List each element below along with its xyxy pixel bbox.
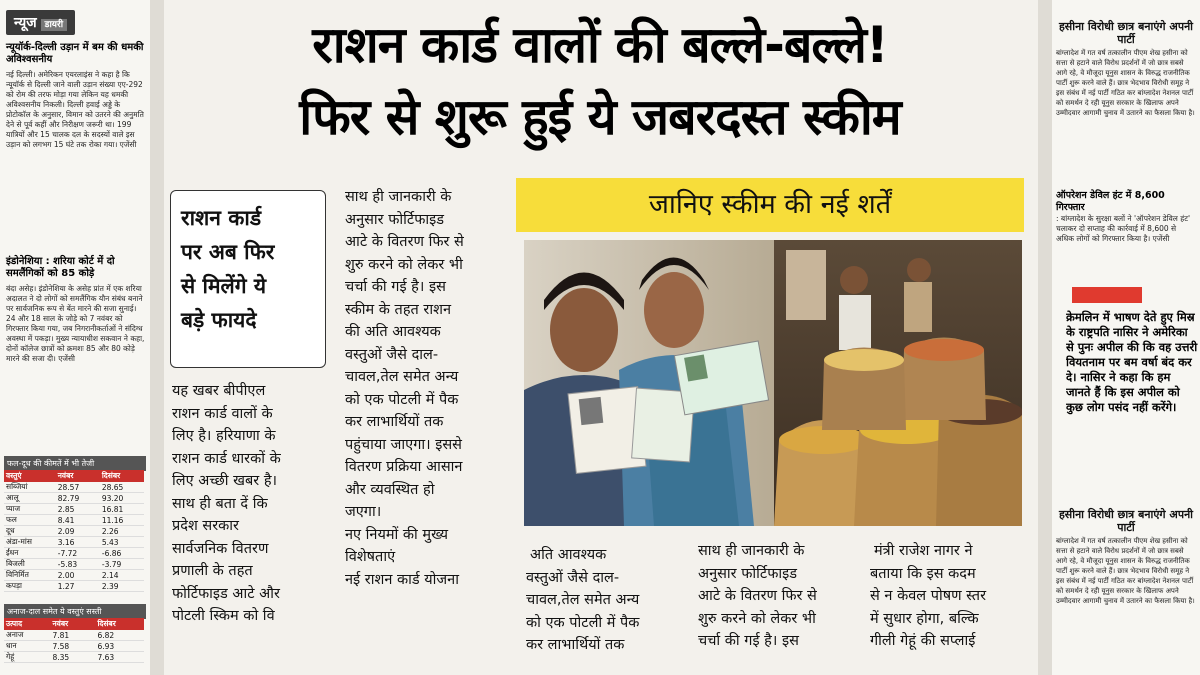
text-line: और व्यवस्थित हो xyxy=(345,481,435,498)
article-column3 xyxy=(526,544,691,657)
text-line: यह खबर बीपीएल xyxy=(172,383,266,399)
left-story2-body: बंदा असेह। इंडोनेशिया के असेह प्रांत में एक शरिया अदालत ने दो लोगों को समलैंगिक यौन संबंध बनाने पर सार्वजनिक रूप से बेंत मारने की सजा सुनाई। 24 और 18 साल के जोड़े को 7 नवंबर को गिरफ्तार किया गया, जब निगरानीकर्ताओं ने संदिग्ध अवस्था में पकड़ा। मुख्य न्यायाधीश सकवान ने कहा, दोनों कॉलेज छात्रों को क्रमशः 85 और 80 कोड़े मारने की सजा दी। एजेंसी xyxy=(6,284,145,363)
table-header: दिसंबर xyxy=(95,618,144,630)
text-line: को एक पोटली में पैक xyxy=(345,391,459,408)
text-line: प्रणाली के तहत xyxy=(172,563,253,579)
text-line: साथ ही जानकारी के xyxy=(698,543,805,559)
text-line: आटे के वितरण फिर से xyxy=(345,234,464,250)
price-table2-title: अनाज-दाल समेत ये वस्तुएं सस्ती xyxy=(4,604,146,619)
callout-box xyxy=(170,190,326,368)
right-story3: क्रेमलिन में भाषण देते हुए मिस्र के राष्ट्रपति नासिर ने अमेरिका से पुनः अपील की कि वह उत्तरी वियतनाम पर बम वर्षा बंद कर दे। नासिर ने कहा कि हम जानते हैं कि इस अपील को कुछ लोग पसंद नहीं करेंगे। xyxy=(1066,310,1198,414)
table-cell: 16.81 xyxy=(100,504,144,515)
table-cell: गेहूं xyxy=(4,652,50,663)
text-line: में सुधार होगा, बल्कि xyxy=(870,610,979,627)
table-cell: प्याज xyxy=(4,504,56,515)
table-cell: बिजली xyxy=(4,559,56,570)
text-line: वितरण प्रक्रिया आसान xyxy=(345,459,463,475)
text-line: बताया कि इस कदम xyxy=(870,565,976,582)
table-cell: 5.43 xyxy=(100,537,144,548)
right-story1-body: बांग्लादेश में गत वर्ष तत्कालीन पीएम शेख हसीना को सत्ता से हटाने वाले विरोध प्रदर्शनों में जो छात्र सबसे आगे रहे, वे मौजूदा यूनुस शासन के विरुद्ध राजनीतिक पार्टी शुरू करने वाले हैं। छात्र भेदभाव विरोधी समूह ने इस संबंध में नई पार्टी गठित कर बांग्लादेश नेशनल पार्टी को समर्थन दे रही यूनुस सरकार के खिलाफ अपने उम्मीदवार आगामी चुनाव में उतारने का फैसला किया है। xyxy=(1056,49,1195,117)
text-line: मंत्री राजेश नागर ने xyxy=(874,543,973,559)
right-sidebar xyxy=(1052,0,1200,675)
table-cell: अनाज xyxy=(4,630,50,641)
table-cell: 6.82 xyxy=(95,630,144,641)
table-cell: कपड़ा xyxy=(4,581,56,592)
table-cell: 1.27 xyxy=(56,581,100,592)
right-story1-headline: हसीना विरोधी छात्र बनाएंगे अपनी पार्टी xyxy=(1058,20,1194,46)
table-header: उत्पाद xyxy=(4,618,50,630)
left-story1-body: नई दिल्ली। अमेरिकन एयरलाइंस ने कहा है कि न्यूयॉर्क से दिल्ली जाने वाली उड़ान संख्या एए-292 को रोम की तरफ मोड़ा गया लेकिन यह धमकी अविश्वसनीय निकली। दिल्ली हवाई अड्डे के प्रोटोकॉल के अनुसार, विमान को उतरने की अनुमति देने से पूर्व कहीं और निरीक्षण जरूरी था। 199 यात्रियों और 15 चालक दल के सदस्यों वाले इस उड़ान को लगभग 15 घंटे तक रोका गया। एजेंसी xyxy=(6,70,144,149)
article-column1 xyxy=(172,380,332,628)
table-row xyxy=(4,641,144,652)
text-line: अति आवश्यक xyxy=(530,547,607,563)
text-line: प्रदेश सरकार xyxy=(172,518,239,534)
headline-line2: फिर से शुरू हुई ये जबरदस्त स्कीम xyxy=(299,88,901,146)
right-gutter xyxy=(1038,0,1052,675)
table-cell: 82.79 xyxy=(56,493,100,504)
article-column2 xyxy=(345,186,510,591)
table-cell: अंडा-मांस xyxy=(4,537,56,548)
text-line: साथ ही बता दें कि xyxy=(172,495,268,512)
text-line: नए नियमों की मुख्य xyxy=(345,526,448,543)
red-bar-marker xyxy=(1072,287,1142,303)
table-header: नवंबर xyxy=(50,618,95,630)
table-cell: -7.72 xyxy=(56,548,100,559)
text-line: पहुंचाया जाएगा। इससे xyxy=(345,436,462,453)
table-cell: धान xyxy=(4,641,50,652)
table-cell: 11.16 xyxy=(100,515,144,526)
table-cell: 28.65 xyxy=(100,482,144,493)
table-cell: 93.20 xyxy=(100,493,144,504)
table-cell: दूध xyxy=(4,526,56,537)
article-column4 xyxy=(698,540,863,653)
table-row xyxy=(4,581,144,592)
callout-line: बड़े फायदे xyxy=(181,308,257,332)
table-row xyxy=(4,559,144,570)
text-line: चावल,तेल समेत अन्य xyxy=(526,592,640,608)
table-cell: 2.00 xyxy=(56,570,100,581)
table-cell: 2.09 xyxy=(56,526,100,537)
price-table2 xyxy=(4,618,144,663)
text-line: चर्चा की गई है। इस xyxy=(698,633,799,649)
article-column5 xyxy=(870,540,1035,653)
text-line: लिए है। हरियाणा के xyxy=(172,428,276,444)
table-row xyxy=(4,504,144,515)
table-row xyxy=(4,482,144,493)
right-story4-headline: हसीना विरोधी छात्र बनाएंगे अपनी पार्टी xyxy=(1058,508,1194,534)
table-cell: 6.93 xyxy=(95,641,144,652)
table-row xyxy=(4,537,144,548)
table-header: दिसंबर xyxy=(100,470,144,482)
table-cell: 7.81 xyxy=(50,630,95,641)
left-gutter xyxy=(150,0,164,675)
table-cell: -3.79 xyxy=(100,559,144,570)
text-line: गीली गेहूं की सप्लाई xyxy=(870,633,976,649)
table-cell: सब्जियां xyxy=(4,482,56,493)
text-line: लिए अच्छी खबर है। xyxy=(172,473,278,489)
table-cell: -6.86 xyxy=(100,548,144,559)
left-story1-headline: न्यूयॉर्क-दिल्ली उड़ान में बम की धमकी अविश्वसनीय xyxy=(6,42,144,65)
text-line: राशन कार्ड धारकों के xyxy=(172,450,281,467)
text-line: स्कीम के तहत राशन xyxy=(345,301,451,318)
logo-sub: डायरी xyxy=(41,19,67,31)
table-cell: 7.58 xyxy=(50,641,95,652)
text-line: चावल,तेल समेत अन्य xyxy=(345,369,459,385)
left-story2-headline: इंडोनेशिया : शरिया कोर्ट में दो समलैंगिकों को 85 कोड़े xyxy=(6,256,115,279)
table-cell: 28.57 xyxy=(56,482,100,493)
right-story4-body: बांग्लादेश में गत वर्ष तत्कालीन पीएम शेख हसीना को सत्ता से हटाने वाले विरोध प्रदर्शनों में जो छात्र सबसे आगे रहे, वे मौजूदा यूनुस शासन के विरुद्ध राजनीतिक पार्टी शुरू करने वाले हैं। छात्र भेदभाव विरोधी समूह ने इस संबंध में नई पार्टी गठित कर बांग्लादेश नेशनल पार्टी को समर्थन दे रही यूनुस सरकार के खिलाफ अपने उम्मीदवार आगामी चुनाव में उतारने का फैसला किया है। xyxy=(1056,537,1195,605)
text-line: अनुसार फोर्टिफाइड xyxy=(698,565,798,582)
text-line: नई राशन कार्ड योजना xyxy=(345,571,459,588)
table-row xyxy=(4,526,144,537)
table-row xyxy=(4,515,144,526)
table-cell: 8.35 xyxy=(50,652,95,663)
text-line: कर लाभार्थियों तक xyxy=(345,414,444,430)
news-photo xyxy=(524,240,1022,526)
table-row xyxy=(4,548,144,559)
table-cell: फल xyxy=(4,515,56,526)
news-diary-logo xyxy=(6,10,75,35)
text-line: साथ ही जानकारी के xyxy=(345,189,452,205)
text-line: सार्वजनिक वितरण xyxy=(172,540,269,557)
photo-illustration xyxy=(524,240,1022,526)
text-line: कर लाभार्थियों तक xyxy=(526,637,625,653)
price-table1 xyxy=(4,470,144,592)
table-cell: विनिर्मित xyxy=(4,570,56,581)
text-line: को एक पोटली में पैक xyxy=(526,614,640,631)
callout-line: पर अब फिर xyxy=(181,240,275,264)
text-line: से न केवल पोषण स्तर xyxy=(870,588,987,604)
table-cell: 2.26 xyxy=(100,526,144,537)
text-line: आटे के वितरण फिर से xyxy=(698,588,817,604)
text-line: वस्तुओं जैसे दाल- xyxy=(526,569,620,586)
callout-line: से मिलेंगे ये xyxy=(181,274,267,298)
table-cell: आलू xyxy=(4,493,56,504)
right-story2-body: : बांग्लादेश के सुरक्षा बलों ने 'ऑपरेशन डेविल हंट' चलाकर दो सप्ताह की कार्रवाई में 8,600 से अधिक लोगों को गिरफ्तार किया है। एजेंसी xyxy=(1056,214,1191,243)
logo-text: न्यूज xyxy=(14,15,37,31)
table-cell: 8.41 xyxy=(56,515,100,526)
table-cell: -5.83 xyxy=(56,559,100,570)
table-cell: ईंधन xyxy=(4,548,56,559)
price-table1-title: फल-दूध की कीमतें में भी तेजी xyxy=(4,456,146,471)
text-line: शुरु करने को लेकर भी xyxy=(698,610,816,627)
text-line: पोटली स्किम को वि xyxy=(172,608,275,624)
text-line: अनुसार फोर्टिफाइड xyxy=(345,211,445,228)
table-header: नवंबर xyxy=(56,470,100,482)
table-row xyxy=(4,652,144,663)
scheme-banner xyxy=(516,178,1024,232)
table-header: वस्तुएं xyxy=(4,470,56,482)
text-line: फोर्टिफाइड आटे और xyxy=(172,585,280,602)
table-cell: 2.85 xyxy=(56,504,100,515)
text-line: चर्चा की गई है। इस xyxy=(345,279,446,295)
table-row xyxy=(4,570,144,581)
table-cell: 3.16 xyxy=(56,537,100,548)
callout-line: राशन कार्ड xyxy=(181,206,262,230)
table-cell: 2.39 xyxy=(100,581,144,592)
text-line: शुरु करने को लेकर भी xyxy=(345,256,463,273)
right-story2-headline: ऑपरेशन डेविल हंट में 8,600 गिरफ्तार xyxy=(1056,190,1165,213)
text-line: जएगा। xyxy=(345,504,382,520)
table-row xyxy=(4,630,144,641)
table-row xyxy=(4,493,144,504)
table-cell: 2.14 xyxy=(100,570,144,581)
text-line: की अति आवश्यक xyxy=(345,324,441,340)
table-cell: 7.63 xyxy=(95,652,144,663)
text-line: वस्तुओं जैसे दाल- xyxy=(345,346,439,363)
text-line: विशेषताएं xyxy=(345,549,396,565)
text-line: राशन कार्ड वालों के xyxy=(172,405,273,422)
headline-line1: राशन कार्ड वालों की बल्ले-बल्ले! xyxy=(312,16,888,74)
left-sidebar xyxy=(0,0,150,675)
banner-text: जानिए स्कीम की नई शर्तें xyxy=(648,189,892,220)
